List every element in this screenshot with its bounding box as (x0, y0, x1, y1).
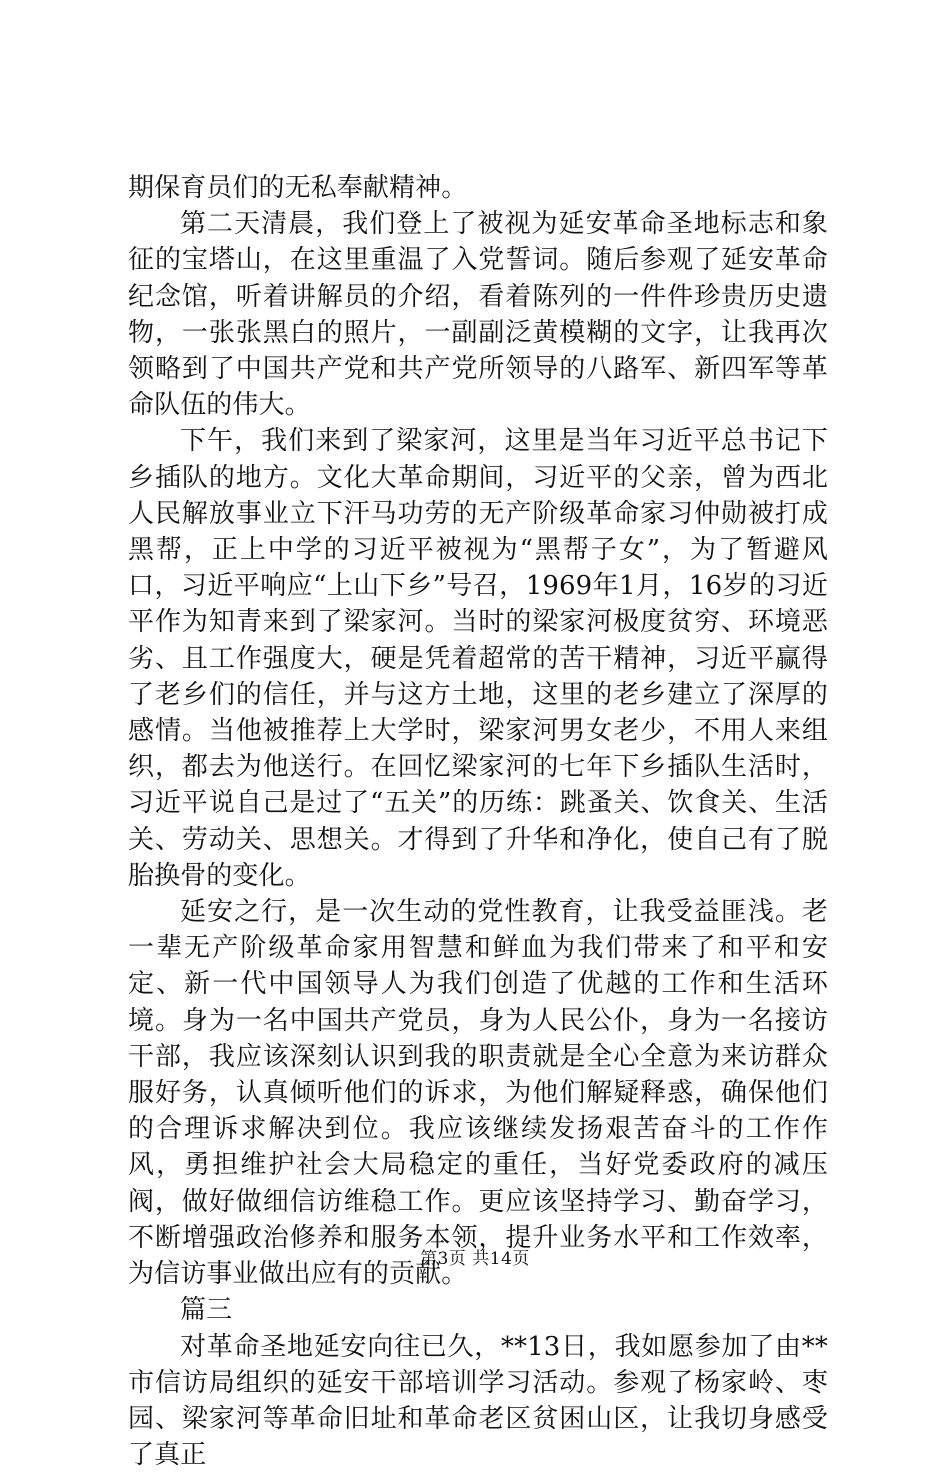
paragraph-continuation: 期保育员们的无私奉献精神。 (128, 170, 828, 206)
paragraph-section-three: 对革命圣地延安向往已久，**13日，我如愿参加了由**市信访局组织的延安干部培训学习活动。参观了杨家岭、枣园、梁家河等革命旧址和革命老区贫困山区，让我切身感受了真正 (128, 1329, 828, 1473)
paragraph-baota-mountain: 第二天清晨，我们登上了被视为延安革命圣地标志和象征的宝塔山，在这里重温了入党誓词。随后参观了延安革命纪念馆，听着讲解员的介绍，看着陈列的一件件珍贵历史遗物，一张张黑白的照片，一副副泛黄模糊的文字，让我再次领略到了中国共产党和共产党所领导的八路军、新四军等革命队伍的伟大。 (128, 206, 828, 423)
paragraph-liangjiahe: 下午，我们来到了梁家河，这里是当年习近平总书记下乡插队的地方。文化大革命期间，习近平的父亲，曾为西北人民解放事业立下汗马功劳的无产阶级革命家习仲勋被打成黑帮，正上中学的习近平被视为“黑帮子女”，为了暂避风口，习近平响应“上山下乡”号召，1969年1月，16岁的习近平作为知青来到了梁家河。当时的梁家河极度贫穷、环境恶劣、且工作强度大，硬是凭着超常的苦干精神，习近平赢得了老乡们的信任，并与这方土地，这里的老乡建立了深厚的感情。当他被推荐上大学时，梁家河男女老少，不用人来组织，都去为他送行。在回忆梁家河的七年下乡插队生活时，习近平说自己是过了“五关”的历练：跳蚤关、饮食关、生活关、劳动关、思想关。才得到了升华和净化，使自己有了脱胎换骨的变化。 (128, 423, 828, 894)
document-body (128, 170, 828, 1473)
page-number-footer: 第3页 共14页 (0, 1244, 950, 1269)
paragraph-yanan-trip-reflection: 延安之行，是一次生动的党性教育，让我受益匪浅。老一辈无产阶级革命家用智慧和鲜血为我们带来了和平和安定、新一代中国领导人为我们创造了优越的工作和生活环境。身为一名中国共产党员，身为人民公仆，身为一名接访干部，我应该深刻认识到我的职责就是全心全意为来访群众服好务，认真倾听他们的诉求，为他们解疑释惑，确保他们的合理诉求解决到位。我应该继续发扬艰苦奋斗的工作作风，勇担维护社会大局稳定的重任，当好党委政府的减压阀，做好做细信访维稳工作。更应该坚持学习、勤奋学习，不断增强政治修养和服务本领，提升业务水平和工作效率，为信访事业做出应有的贡献。 (128, 894, 828, 1292)
section-heading: 篇三 (128, 1292, 828, 1328)
